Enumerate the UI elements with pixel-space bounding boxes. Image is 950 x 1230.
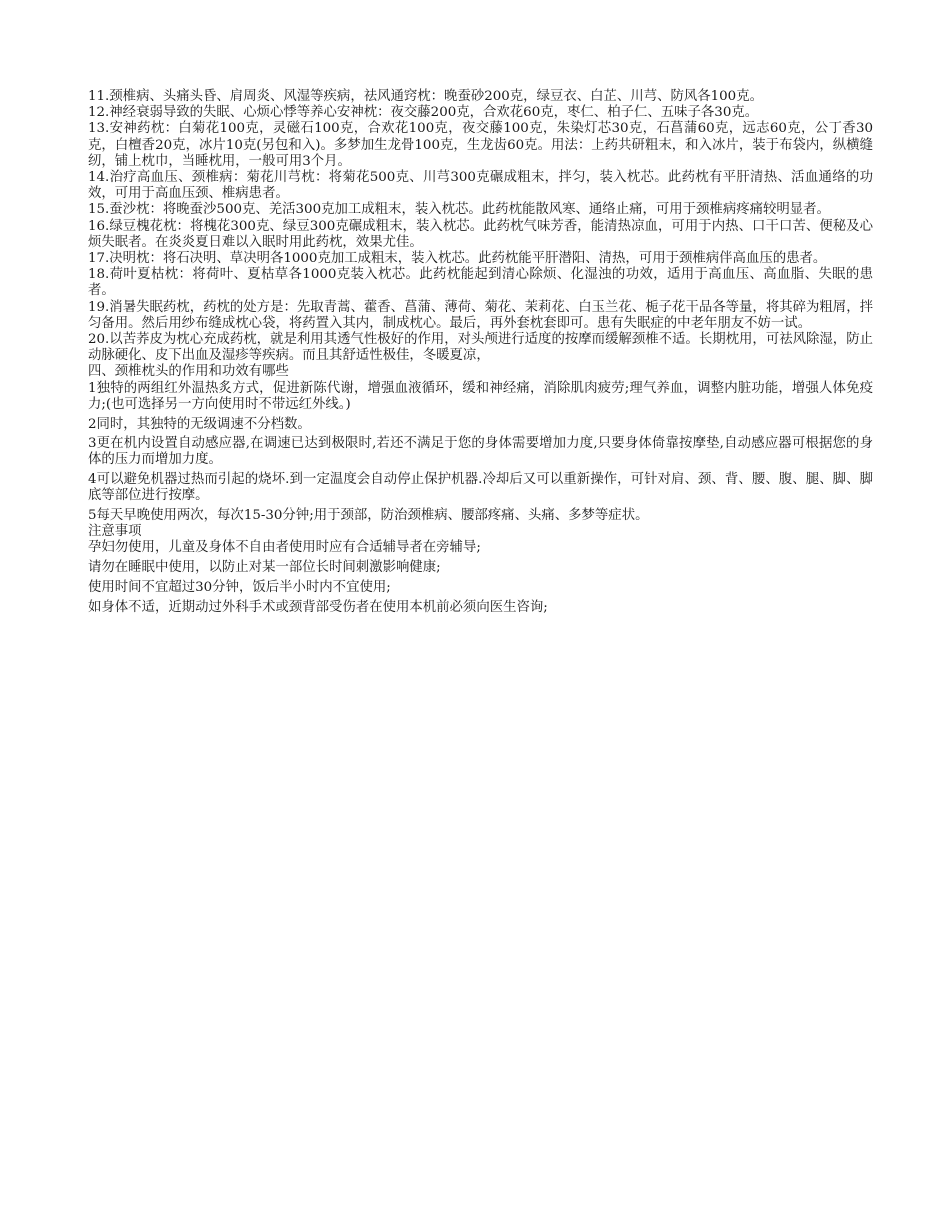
- recipe-item-12: 12.神经衰弱导致的失眠、心烦心悸等养心安神枕：夜交藤200克，合欢花60克，枣仁、柏子仁、五味子各30克。: [88, 105, 759, 121]
- recipe-item-14: 14.治疗高血压、颈椎病：菊花川芎枕：将菊花500克、川芎300克碾成粗末，拌匀，装入枕芯。此药枕有平肝清热、活血通络的功效，可用于高血压颈、椎病患者。: [88, 170, 873, 202]
- section-heading: 四、颈椎枕头的作用和功效有哪些: [88, 364, 289, 380]
- effect-item-2: 2同时，其独特的无级调速不分档数。: [88, 416, 311, 432]
- recipe-item-18: 18.荷叶夏枯枕：将荷叶、夏枯草各1000克装入枕芯。此药枕能起到清心除烦、化湿浊的功效，适用于高血压、高血脂、失眠的患者。: [88, 267, 873, 299]
- document-body: [88, 89, 873, 619]
- recipe-item-19: 19.消暑失眠药枕，药枕的处方是：先取青蒿、藿香、菖蒲、薄荷、菊花、茉莉花、白玉兰花、栀子花干品各等量，将其碎为粗屑，拌匀备用。然后用纱布缝成枕心袋，将药置入其内，制成枕心。最后，再外套枕套即可。患有失眠症的中老年朋友不妨一试。: [88, 299, 873, 331]
- note-item-3: 使用时间不宜超过30分钟，饭后半小时内不宜使用;: [88, 579, 391, 595]
- recipe-item-20: 20.以苦荞皮为枕心充成药枕，就是利用其透气性极好的作用，对头颅进行适度的按摩而缓解颈椎不适。长期枕用，可祛风除湿，防止动脉硬化、皮下出血及湿疹等疾病。而且其舒适性极佳，冬暖夏凉，: [88, 332, 873, 364]
- notes-list: [88, 540, 873, 615]
- recipe-item-15: 15.蚕沙枕：将晚蚕沙500克、羌活300克加工成粗末，装入枕芯。此药枕能散风寒、通络止痛，可用于颈椎病疼痛较明显者。: [88, 202, 830, 218]
- effect-item-3: 3更在机内设置自动感应器,在调速已达到极限时,若还不满足于您的身体需要增加力度,只要身体倚靠按摩垫,自动感应器可根据您的身体的压力而增加力度。: [88, 436, 873, 468]
- recipe-item-17: 17.决明枕：将石决明、草决明各1000克加工成粗末，装入枕芯。此药枕能平肝潜阳、清热，可用于颈椎病伴高血压的患者。: [88, 251, 827, 267]
- recipe-item-16: 16.绿豆槐花枕：将槐花300克、绿豆300克碾成粗末，装入枕芯。此药枕气味芳香，能清热凉血，可用于内热、口干口苦、便秘及心烦失眠者。在炎炎夏日难以入眠时用此药枕，效果尤佳。: [88, 218, 873, 250]
- effect-item-1: 1独特的两组红外温热炙方式，促进新陈代谢，增强血液循环，缓和神经痛，消除肌肉疲劳;理气养血，调整内脏功能，增强人体免疫力;(也可选择另一方向使用时不带远红外线。): [88, 380, 873, 412]
- recipe-item-13: 13.安神药枕：白菊花100克，灵磁石100克，合欢花100克，夜交藤100克，朱染灯芯30克，石菖蒲60克，远志60克，公丁香30克，白檀香20克，冰片10克(另包和入)。多梦加生龙骨100克，生龙齿60克。用法：上药共研粗末，和入冰片，装于布袋内，纵横缝纫，铺上枕巾，当睡枕用，一般可用3个月。: [88, 121, 873, 169]
- note-item-1: 孕妇勿使用，儿童及身体不自由者使用时应有合适辅导者在旁辅导;: [88, 540, 481, 556]
- effects-list: [88, 381, 873, 525]
- effect-item-5: 5每天早晚使用两次，每次15-30分钟;用于颈部，防治颈椎病、腰部疼痛、头痛、多梦等症状。: [88, 508, 649, 524]
- effect-item-4: 4可以避免机器过热而引起的烧坏.到一定温度会自动停止保护机器.冷却后又可以重新操作，可针对肩、颈、背、腰、腹、腿、脚、脚底等部位进行按摩。: [88, 472, 873, 504]
- note-item-4: 如身体不适，近期动过外科手术或颈背部受伤者在使用本机前必须向医生咨询;: [88, 599, 548, 615]
- note-item-2: 请勿在睡眠中使用，以防止对某一部位长时间刺激影响健康;: [88, 560, 441, 576]
- notes-heading: 注意事项: [88, 524, 142, 540]
- recipe-item-11: 11.颈椎病、头痛头昏、肩周炎、风湿等疾病，祛风通窍枕：晚蚕砂200克，绿豆衣、白芷、川芎、防风各100克。: [88, 89, 763, 104]
- recipe-list: [88, 89, 873, 364]
